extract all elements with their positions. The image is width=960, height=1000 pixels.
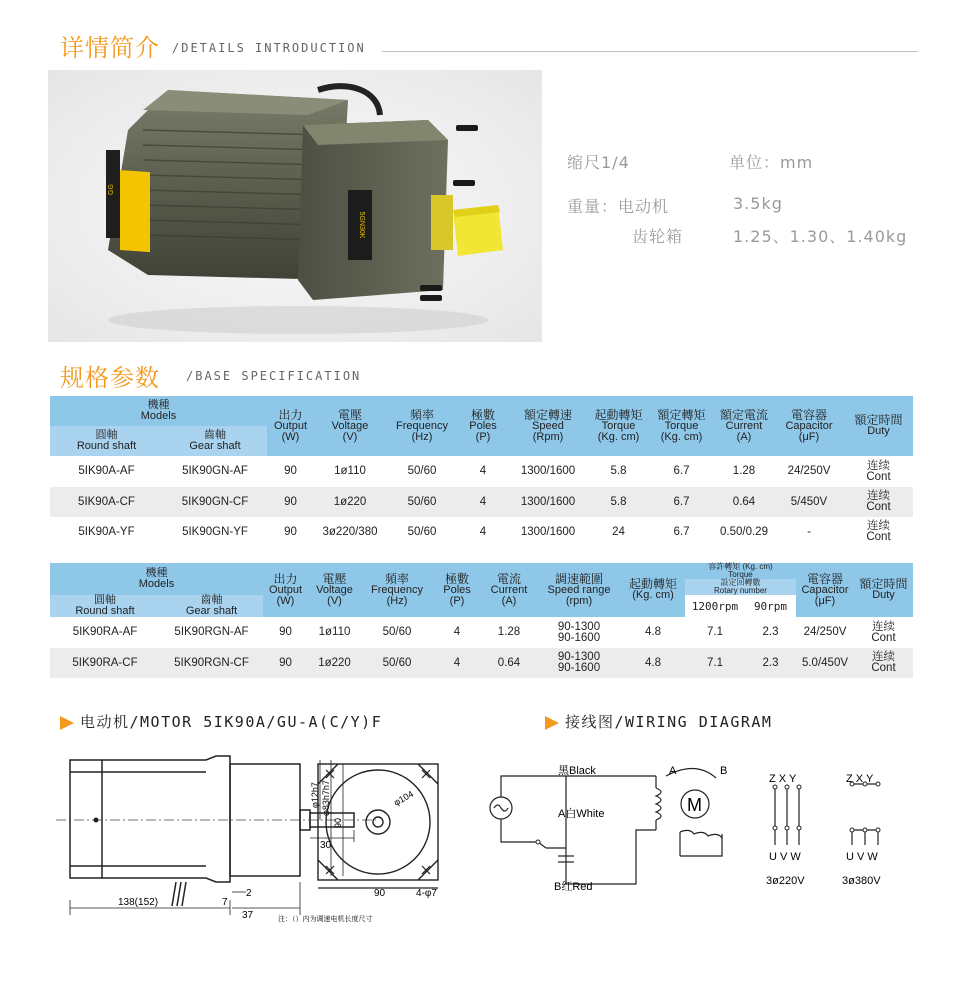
voltage-220-label: 3ø220V: [766, 875, 805, 887]
dim-30: 30: [320, 840, 332, 851]
header-starting-torque: 起動轉矩 (Kg. cm): [628, 577, 677, 601]
motor-section-title: 电动机/MOTOR 5IK90A/GU-A(C/Y)F: [80, 713, 383, 731]
wire-red-label: B红Red: [554, 881, 593, 893]
motor-symbol-label: M: [687, 795, 702, 815]
arrow-right-icon: [545, 716, 559, 730]
header-gear-shaft: 齒軸 Gear shaft: [185, 594, 238, 617]
svg-text:5GN30K: 5GN30K: [358, 211, 365, 239]
spec-table-standard: [50, 396, 913, 547]
header-gear-shaft: 齒軸 Gear shaft: [189, 429, 241, 452]
header-voltage: 電壓 Voltage (V): [331, 407, 369, 443]
header-model: 機種 Models: [140, 399, 177, 422]
header-frequency: 頻率 Frequency (Hz): [396, 407, 448, 443]
details-divider: [382, 51, 918, 52]
weight-label: 重量：电动机: [567, 197, 670, 216]
header-90rpm: 90rpm: [745, 595, 796, 617]
terminal-b-label: B: [720, 765, 728, 777]
header-starting-torque: 起動轉矩 Torque (Kg. cm): [594, 407, 643, 443]
header-current: 額定電流 Current (A): [719, 407, 768, 443]
dim-7: 7: [222, 897, 228, 908]
header-output: 出力 Output (W): [268, 571, 303, 607]
header-rated-torque: 額定轉矩 Torque (Kg. cm): [657, 407, 706, 443]
dim-shaft2: φ83h7h7: [321, 780, 331, 816]
header-1200rpm: 1200rpm: [685, 595, 745, 617]
motor-section-header: [60, 711, 382, 732]
gearbox-label: 齿轮箱: [632, 227, 684, 246]
dim-pcd: φ104: [392, 788, 416, 808]
voltage-380-label: 3ø380V: [842, 875, 881, 887]
terminal-zxy-380: Z X Y: [846, 773, 874, 785]
header-model: 機種 Models: [138, 567, 175, 590]
terminal-a-label: A: [669, 765, 677, 777]
header-capacitor: 電容器 Capacitor (μF): [801, 571, 849, 607]
dim-90v: 90: [333, 817, 343, 828]
product-photo: [48, 70, 542, 342]
header-poles: 極數 Poles (P): [469, 407, 497, 443]
dim-2: 2: [246, 888, 252, 899]
header-speed: 額定轉速 Speed (Rpm): [523, 407, 572, 443]
terminal-uvw-380: U V W: [846, 851, 878, 863]
header-round-shaft: 圓軸 Round shaft: [75, 594, 135, 617]
spec-title: 规格参数: [60, 364, 160, 392]
header-permissible-torque: 容許轉矩 (Kg. cm) Torque: [708, 562, 773, 579]
details-subtitle: /DETAILS INTRODUCTION: [172, 41, 366, 55]
header-capacitor: 電容器 Capacitor (μF): [785, 407, 833, 443]
header-round-shaft: 圓軸 Round shaft: [76, 429, 137, 452]
header-duty: 額定時間 Duty: [854, 413, 903, 437]
svg-text:GG: GG: [108, 184, 115, 195]
details-title: 详情简介: [60, 34, 160, 62]
table-row: 5IK90A-CF 5IK90GN-CF 90 1ø220 50/60 4 1300/1600 5.8 6.7 0.64 5/450V 连续 Cont: [50, 487, 913, 517]
spec-subtitle: /BASE SPECIFICATION: [186, 369, 362, 383]
unit-label: 单位：mm: [729, 153, 814, 172]
header-duty: 額定時間 Duty: [859, 577, 908, 601]
motor-weight: 3.5kg: [733, 194, 783, 213]
wiring-section-header: [545, 711, 772, 732]
dim-length: 138(152): [118, 897, 159, 908]
header-voltage: 電壓 Voltage (V): [316, 571, 353, 607]
wire-black-label: 黑Black: [558, 765, 596, 777]
terminal-uvw-220: U V W: [769, 851, 801, 863]
drawing-note: 注：（）内为调速电机长度尺寸: [278, 916, 373, 923]
header-poles: 極數 Poles (P): [443, 571, 471, 607]
header-rotary-number: 設定回轉數 Rotary number: [685, 579, 796, 595]
header-output: 出力 Output (W): [273, 407, 308, 443]
dim-90h: 90: [374, 888, 386, 899]
motor-dimension-drawing: [56, 750, 466, 930]
wire-white-label: A白White: [558, 808, 605, 820]
spec-table-speed-control: [50, 563, 913, 678]
table-row: 5IK90A-AF 5IK90GN-AF 90 1ø110 50/60 4 1300/1600 5.8 6.7 1.28 24/250V 连续 Cont: [50, 456, 913, 487]
header-current: 電流 Current (A): [490, 571, 528, 607]
arrow-right-icon: [60, 716, 74, 730]
gearbox-weight: 1.25、1.30、1.40kg: [733, 227, 908, 246]
dim-shaft1: φ12h7: [310, 782, 320, 808]
header-frequency: 頻率 Frequency (Hz): [371, 571, 423, 607]
dim-holes: 4-φ7: [416, 888, 437, 899]
header-speed-range: 調速範圍 Speed range (rpm): [547, 571, 611, 607]
dim-37: 37: [242, 910, 254, 921]
table-row: 5IK90RA-AF 5IK90RGN-AF 90 1ø110 50/60 4 1.28 90-1300 90-1600 4.8 7.1 2.3 24/250V 连续 Cont: [50, 617, 913, 648]
wiring-section-title: 接线图/WIRING DIAGRAM: [565, 713, 773, 731]
table-row: 5IK90RA-CF 5IK90RGN-CF 90 1ø220 50/60 4 0.64 90-1300 90-1600 4.8 7.1 2.3 5.0/450V 连续 Cont: [50, 648, 913, 678]
terminal-zxy-220: Z X Y: [769, 773, 797, 785]
wiring-diagram: [486, 760, 906, 900]
table-row: 5IK90A-YF 5IK90GN-YF 90 3ø220/380 50/60 4 1300/1600 24 6.7 0.50/0.29 - 连续 Cont: [50, 517, 913, 547]
scale-label: 缩尺1/4: [567, 153, 630, 172]
